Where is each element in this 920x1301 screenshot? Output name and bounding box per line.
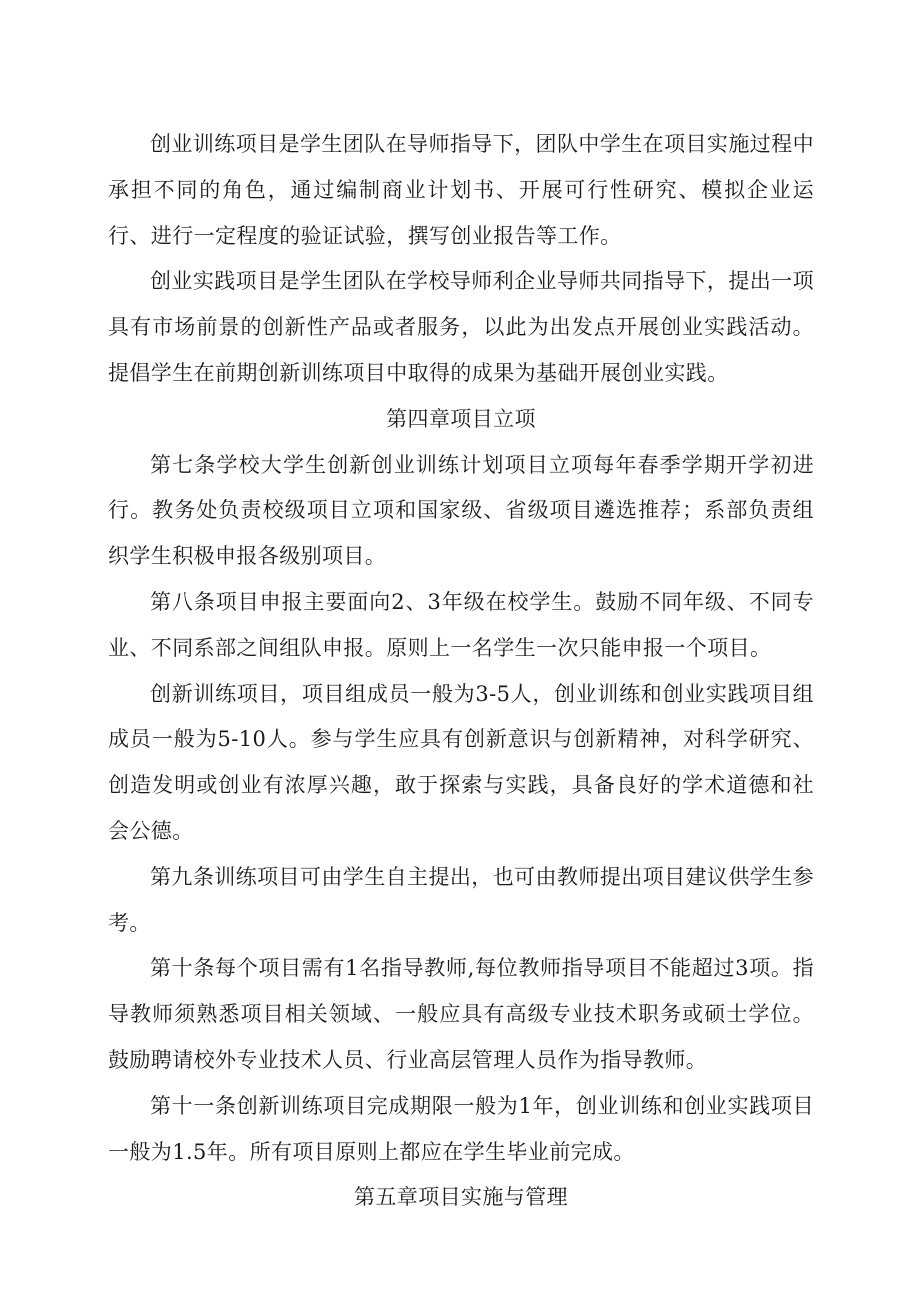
chapter-heading-project-approval: 第四章项目立项 (386, 406, 536, 431)
paragraph-entrepreneurship-training: 创业训练项目是学生团队在导师指导下，团队中学生在项目实施过程中承担不同的角色，通过编制商业计划书、开展可行性研究、模拟企业运行、进行一定程度的验证试验，撰写创业报告等工作。 (108, 132, 814, 248)
paragraph-article-8: 第八条项目申报主要面向2、3年级在校学生。鼓励不同年级、不同专业、不同系部之间组队申报。原则上一名学生一次只能申报一个项目。 (108, 589, 814, 660)
paragraph-article-7: 第七条学校大学生创新创业训练计划项目立项每年春季学期开学初进行。教务处负责校级项目立项和国家级、省级项目遴选推荐；系部负责组织学生积极申报各级别项目。 (108, 452, 814, 569)
paragraph-entrepreneurship-practice: 创业实践项目是学生团队在学校导师利企业导师共同指导下，提出一项具有市场前景的创新性产品或者服务，以此为出发点开展创业实践活动。提倡学生在前期创新训练项目中取得的成果为基础开展创业实践。 (108, 269, 814, 385)
paragraph-team-size: 创新训练项目，项目组成员一般为3-5人，创业训练和创业实践项目组成员一般为5-10人。参与学生应具有创新意识与创新精神，对科学研究、创造发明或创业有浓厚兴趣，敢于探索与实践，具备良好的学术道德和社会公德。 (108, 681, 814, 843)
paragraph-article-11: 第十一条创新训练项目完成期限一般为1年，创业训练和创业实践项目一般为1.5年。所有项目原则上都应在学生毕业前完成。 (108, 1093, 814, 1164)
chapter-heading-implementation: 第五章项目实施与管理 (354, 1185, 568, 1210)
document-body (108, 122, 814, 1221)
paragraph-article-9: 第九条训练项目可由学生自主提出，也可由教师提出项目建议供学生参考。 (108, 864, 814, 935)
paragraph-article-10: 第十条每个项目需有1名指导教师,每位教师指导项目不能超过3项。指导教师须熟悉项目相关领域、一般应具有高级专业技术职务或硕士学位。鼓励聘请校外专业技术人员、行业高层管理人员作为指导教师。 (108, 956, 814, 1072)
